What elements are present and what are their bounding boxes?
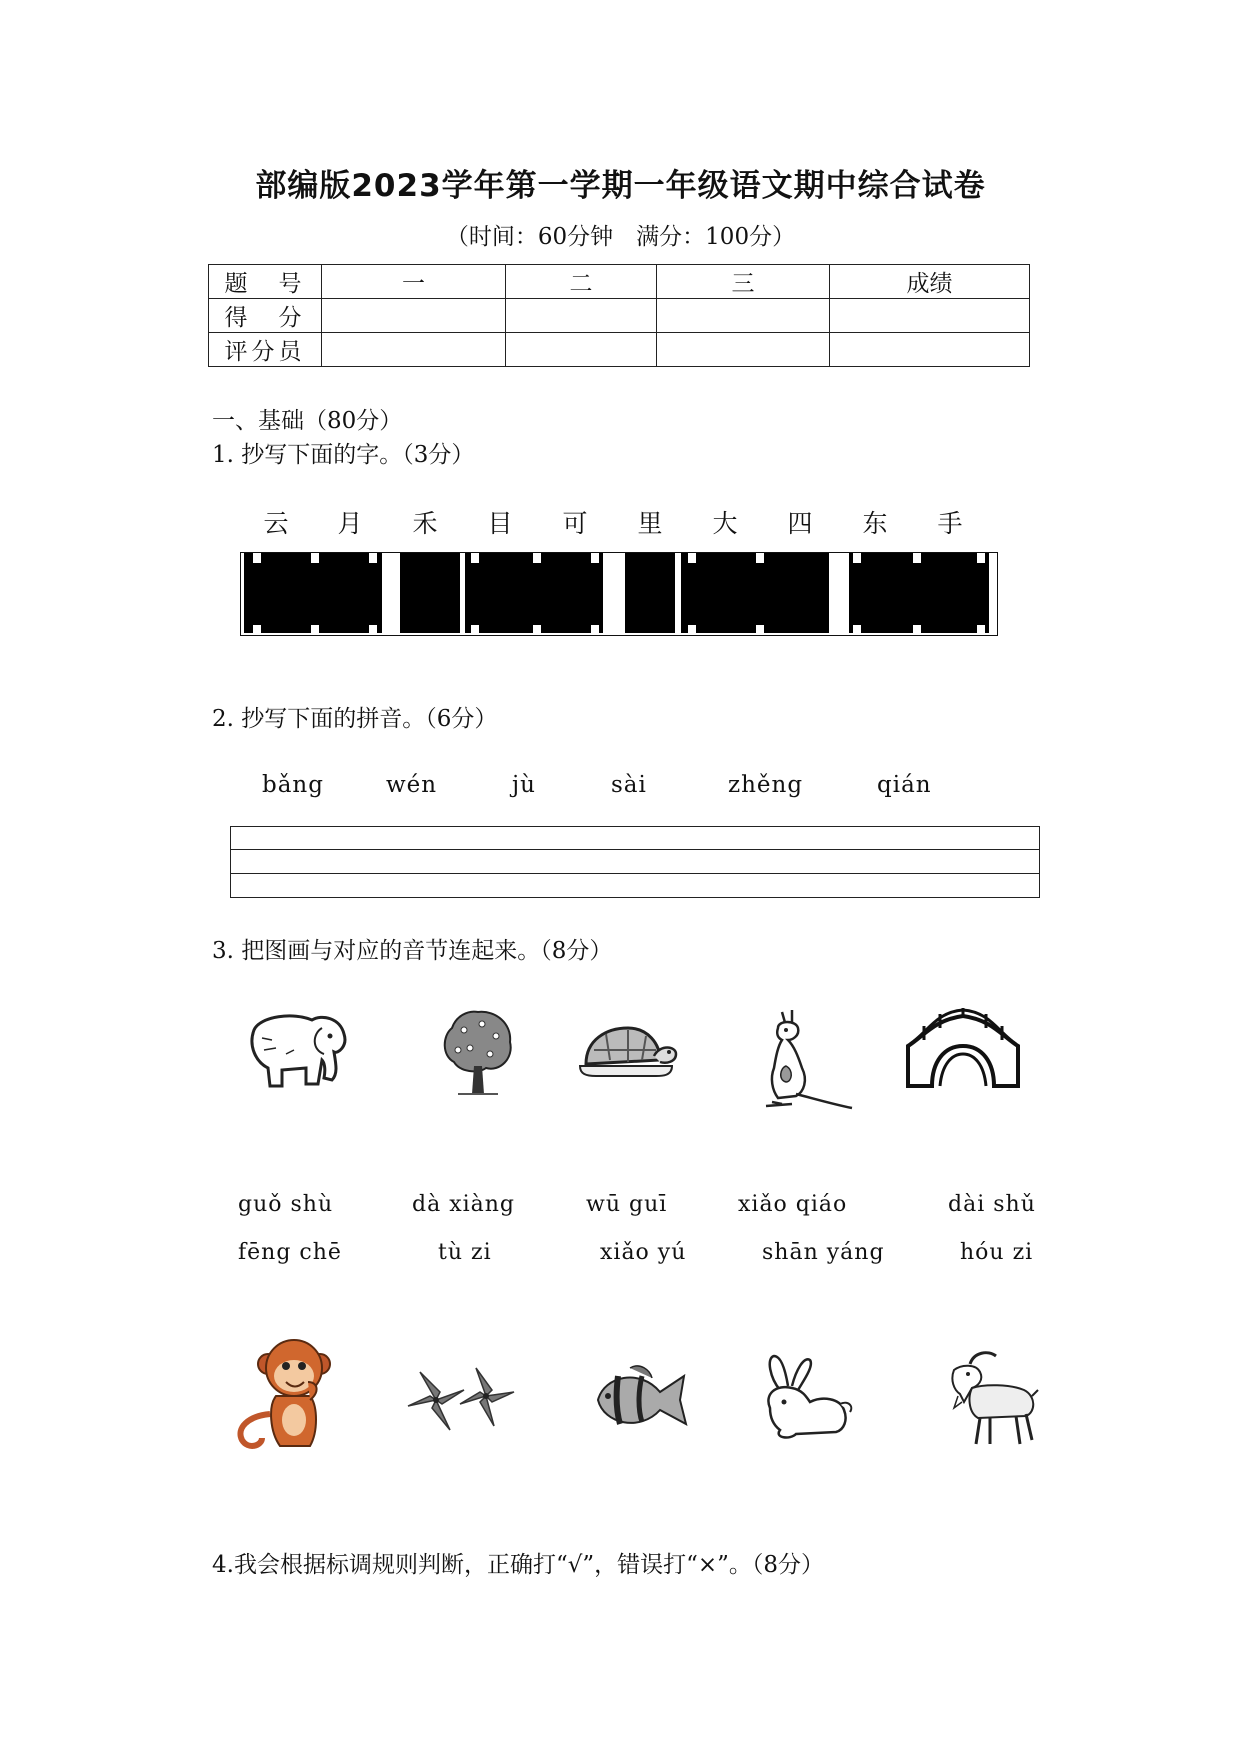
char-item: 大 [712, 509, 738, 538]
question-2-prompt: 2. 抄写下面的拼音。（6分） [212, 706, 498, 732]
char-item: 禾 [412, 509, 438, 538]
tortoise-icon[interactable] [576, 1020, 680, 1086]
rabbit-icon[interactable] [756, 1350, 856, 1446]
pinyin-writing-lines[interactable] [230, 826, 1040, 898]
pinyin-item: qián [877, 772, 932, 798]
pinyin-option[interactable]: dà xiàng [412, 1192, 516, 1217]
table-cell[interactable] [506, 299, 657, 333]
writing-cell[interactable] [849, 553, 989, 633]
question-1-prompt: 1. 抄写下面的字。（3分） [212, 442, 475, 468]
table-row [209, 265, 1030, 299]
table-cell: 二 [506, 265, 657, 299]
table-cell: 成绩 [830, 265, 1030, 299]
page-title: 部编版2023学年第一学期一年级语文期中综合试卷 [255, 168, 986, 204]
section-heading: 一、基础（80分） [212, 408, 403, 434]
table-cell[interactable] [322, 299, 506, 333]
table-cell: 题 号 [209, 265, 322, 299]
table-cell: 一 [322, 265, 506, 299]
char-item: 月 [337, 509, 363, 538]
table-cell: 三 [657, 265, 830, 299]
pinyin-item: wén [386, 772, 438, 798]
writing-cell[interactable] [625, 553, 675, 633]
table-cell[interactable] [657, 333, 830, 367]
char-item: 东 [862, 509, 888, 538]
score-table [208, 264, 1030, 367]
pinyin-option[interactable]: xiǎo qiáo [738, 1192, 848, 1217]
char-item: 目 [487, 509, 513, 538]
elephant-icon[interactable] [242, 1010, 352, 1094]
pinyin-option[interactable]: tù zi [438, 1240, 492, 1265]
pinyin-option[interactable]: dài shǔ [948, 1192, 1036, 1217]
char-item: 四 [787, 509, 813, 538]
writing-cell[interactable] [465, 553, 603, 633]
table-cell[interactable] [657, 299, 830, 333]
pinyin-option[interactable]: wū guī [586, 1192, 668, 1217]
writing-grid[interactable] [240, 552, 998, 636]
table-cell: 评分员 [209, 333, 322, 367]
writing-cell[interactable] [400, 553, 460, 633]
pinyin-item: sài [611, 772, 647, 798]
char-item: 里 [637, 509, 663, 538]
pinyin-item: bǎng [262, 772, 324, 798]
question-3-prompt: 3. 把图画与对应的音节连起来。（8分） [212, 938, 613, 964]
monkey-icon[interactable] [228, 1336, 348, 1456]
table-cell[interactable] [830, 333, 1030, 367]
pinyin-option[interactable]: fēng chē [238, 1240, 342, 1265]
table-row [209, 333, 1030, 367]
table-cell[interactable] [506, 333, 657, 367]
page-subtitle: （时间：60分钟 满分：100分） [445, 224, 796, 250]
pinwheel-icon[interactable] [406, 1362, 516, 1438]
char-item: 可 [562, 509, 588, 538]
pinyin-item: zhěng [728, 772, 804, 798]
pinyin-option[interactable]: hóu zi [960, 1240, 1034, 1265]
table-cell: 得 分 [209, 299, 322, 333]
char-item: 云 [263, 509, 289, 538]
kangaroo-icon[interactable] [752, 1006, 856, 1116]
bridge-icon[interactable] [904, 1006, 1022, 1090]
table-cell[interactable] [322, 333, 506, 367]
writing-cell[interactable] [244, 553, 382, 633]
char-item: 手 [937, 509, 963, 538]
fruit-tree-icon[interactable] [438, 1006, 518, 1100]
pinyin-option[interactable]: shān yáng [762, 1240, 885, 1265]
goat-icon[interactable] [940, 1346, 1040, 1450]
table-cell[interactable] [830, 299, 1030, 333]
fish-icon[interactable] [590, 1362, 690, 1438]
table-row [209, 299, 1030, 333]
pinyin-item: jù [512, 772, 536, 798]
pinyin-option[interactable]: guǒ shù [238, 1192, 334, 1217]
writing-cell[interactable] [681, 553, 829, 633]
question-4-prompt: 4.我会根据标调规则判断，正确打“√”，错误打“×”。（8分） [212, 1552, 825, 1578]
pinyin-option[interactable]: xiǎo yú [600, 1240, 687, 1265]
